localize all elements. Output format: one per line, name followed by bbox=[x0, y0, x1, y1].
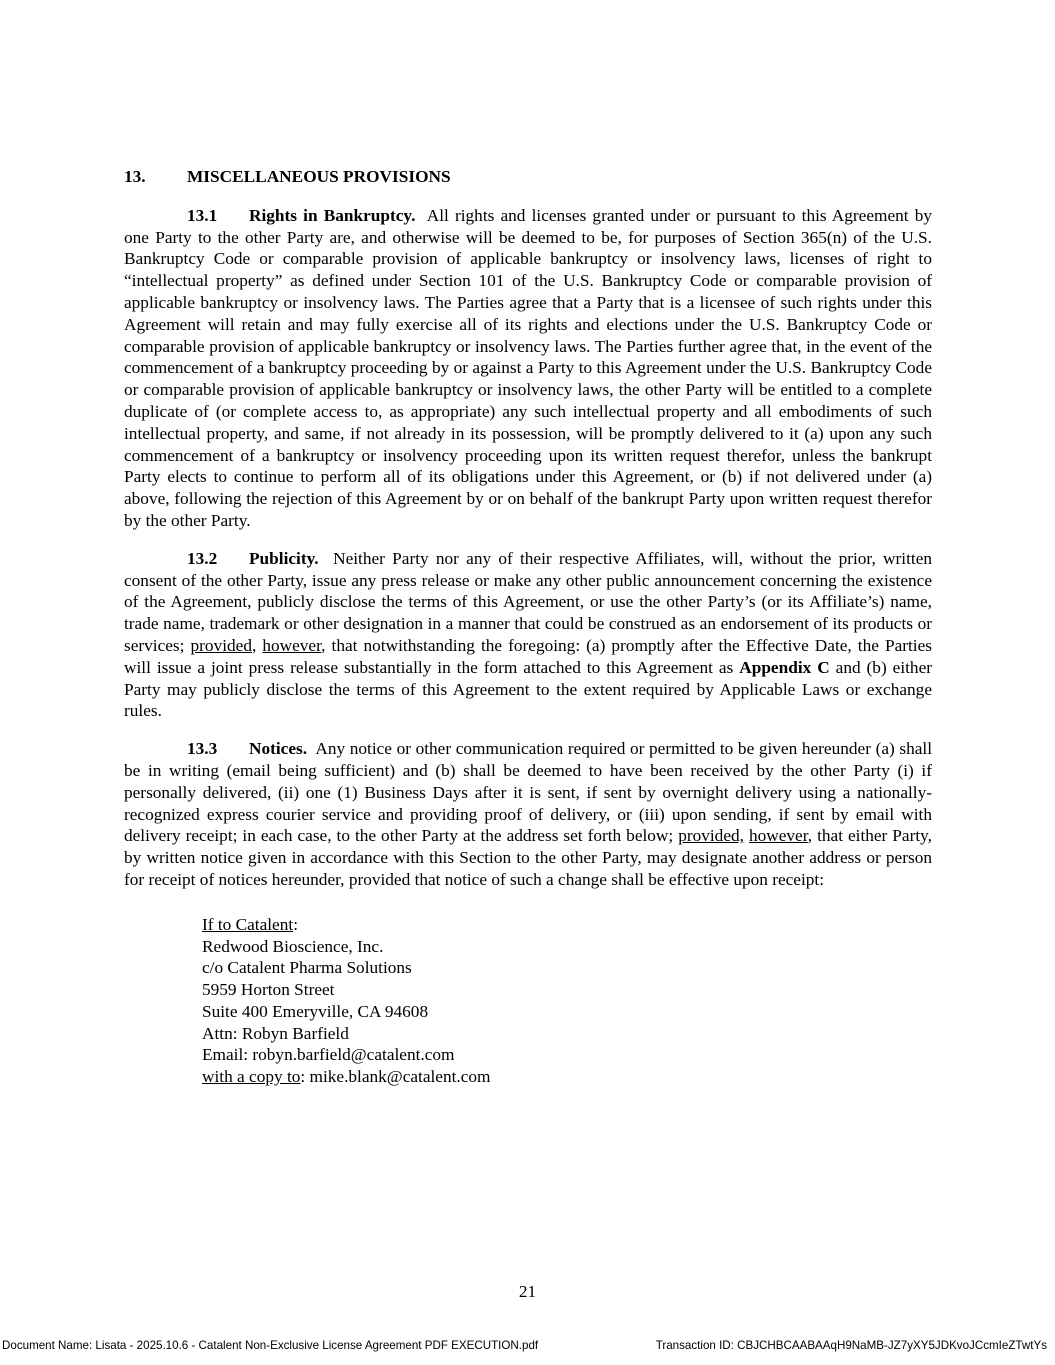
footer-document-name: Document Name: Lisata - 2025.10.6 - Catalent Non-Exclusive License Agreement PDF EXECUTION.pdf bbox=[2, 1339, 539, 1352]
clause-number: 13.1 bbox=[187, 205, 218, 225]
address-line: 5959 Horton Street bbox=[202, 980, 335, 1000]
address-label-suffix: : bbox=[293, 914, 298, 934]
clause-text: Neither Party nor any of their respective Affiliates, will, without the prior, written consent of the other Party, issue any press release or make any other public announcement concerning the existence of the Agreement, publicly disclose the terms of this Agreement, or use the other Party’s (or its Affiliate’s) name, trade name, trademark or other designation in a manner that could be construed as an endorsement of its products or services; bbox=[124, 548, 933, 655]
notice-address-block bbox=[202, 914, 932, 1088]
document-page bbox=[124, 166, 932, 1088]
clause-title: Notices. bbox=[249, 739, 308, 759]
clause-text: , that either Party, by written notice given in accordance with this Section to the other Party, may designate another address or person for receipt of notices hereunder, provided that notice of such a change shall be effective upon receipt: bbox=[124, 826, 932, 889]
address-label: If to Catalent bbox=[202, 914, 294, 934]
separator: , bbox=[251, 635, 263, 655]
clause-number: 13.3 bbox=[187, 739, 218, 759]
copy-value: : mike.blank@catalent.com bbox=[300, 1067, 491, 1087]
address-email-line: Email: robyn.barfield@catalent.com bbox=[202, 1045, 455, 1065]
address-line: Attn: Robyn Barfield bbox=[202, 1023, 349, 1043]
provided-term: provided, bbox=[678, 826, 744, 846]
clause-13-1 bbox=[124, 205, 932, 532]
section-number: 13. bbox=[124, 167, 146, 186]
clause-text: Any notice or other communication required or permitted to be given hereunder (a) shall be in writing (email being sufficient) and (b) shall be deemed to have been received by the other Party (i) if personally delivered, (ii) one (1) Business Days after it is sent, if sent by overnight delivery using a nationally-recognized express courier service and providing proof of delivery, or (iii) upon sending, if sent by email with delivery receipt; in each case, to the other Party at the address set forth below; bbox=[124, 739, 932, 846]
clause-text: All rights and licenses granted under or pursuant to this Agreement by one Party to the other Party are, and otherwise will be deemed to be, for purposes of Section 365(n) of the U.S. Bankruptcy Code or comparable provision of applicable bankruptcy or insolvency laws, licenses of right to “intellectual property” as defined under Section 101 of the U.S. Bankruptcy Code or comparable provision of applicable bankruptcy or insolvency laws. The Parties agree that a Party that is a licensee of such rights under this Agreement will retain and may fully exercise all of its rights and elections under the U.S. Bankruptcy Code or comparable provision of applicable bankruptcy or insolvency laws. The Parties further agree that, in the event of the commencement of a bankruptcy proceeding by or against a Party to this Agreement under the U.S. Bankruptcy Code or comparable provision of applicable bankruptcy or insolvency laws, the other Party will be entitled to a complete duplicate of (or complete access to, as appropriate) any such intellectual property and all embodiments of such intellectual property, and same, if not already in its possession, will be promptly delivered to it (a) upon any such commencement of a bankruptcy or insolvency proceeding upon its written request therefor, unless the bankrupt Party elects to continue to perform all of its obligations under this Agreement, or (b) if not delivered under (a) above, following the rejection of this Agreement by or on behalf of the bankrupt Party upon written request therefor by the other Party. bbox=[124, 205, 933, 530]
provided-term: provided bbox=[190, 635, 252, 655]
address-copy-line bbox=[202, 1066, 932, 1088]
clause-text: and (b) either Party may publicly disclose the terms of this Agreement to the extent required by Applicable Laws or exchange rules. bbox=[124, 657, 932, 721]
address-line: Redwood Bioscience, Inc. bbox=[202, 936, 384, 956]
clause-title: Publicity. bbox=[249, 548, 319, 568]
clause-number: 13.2 bbox=[187, 548, 218, 568]
however-term: however bbox=[748, 826, 808, 846]
section-title: MISCELLANEOUS PROVISIONS bbox=[187, 167, 451, 186]
footer-transaction-id: Transaction ID: CBJCHBCAABAAqH9NaMB-JZ7yXY5JDKvoJCcmIeZTwtYs bbox=[655, 1339, 1047, 1352]
copy-label: with a copy to bbox=[202, 1067, 301, 1087]
clause-13-2 bbox=[124, 548, 932, 722]
address-label-line bbox=[202, 914, 932, 936]
address-line: c/o Catalent Pharma Solutions bbox=[202, 958, 412, 978]
appendix-reference: Appendix C bbox=[739, 657, 830, 677]
page-number: 21 bbox=[518, 1282, 537, 1301]
section-heading bbox=[124, 166, 932, 188]
clause-text: , that notwithstanding the foregoing: (a) promptly after the Effective Date, the Parties will issue a joint press release substantially in the form attached to this Agreement as bbox=[124, 635, 933, 677]
clause-title: Rights in Bankruptcy. bbox=[249, 205, 416, 225]
clause-13-3 bbox=[124, 738, 932, 891]
address-line: Suite 400 Emeryville, CA 94608 bbox=[202, 1001, 429, 1021]
however-term: however bbox=[262, 635, 322, 655]
